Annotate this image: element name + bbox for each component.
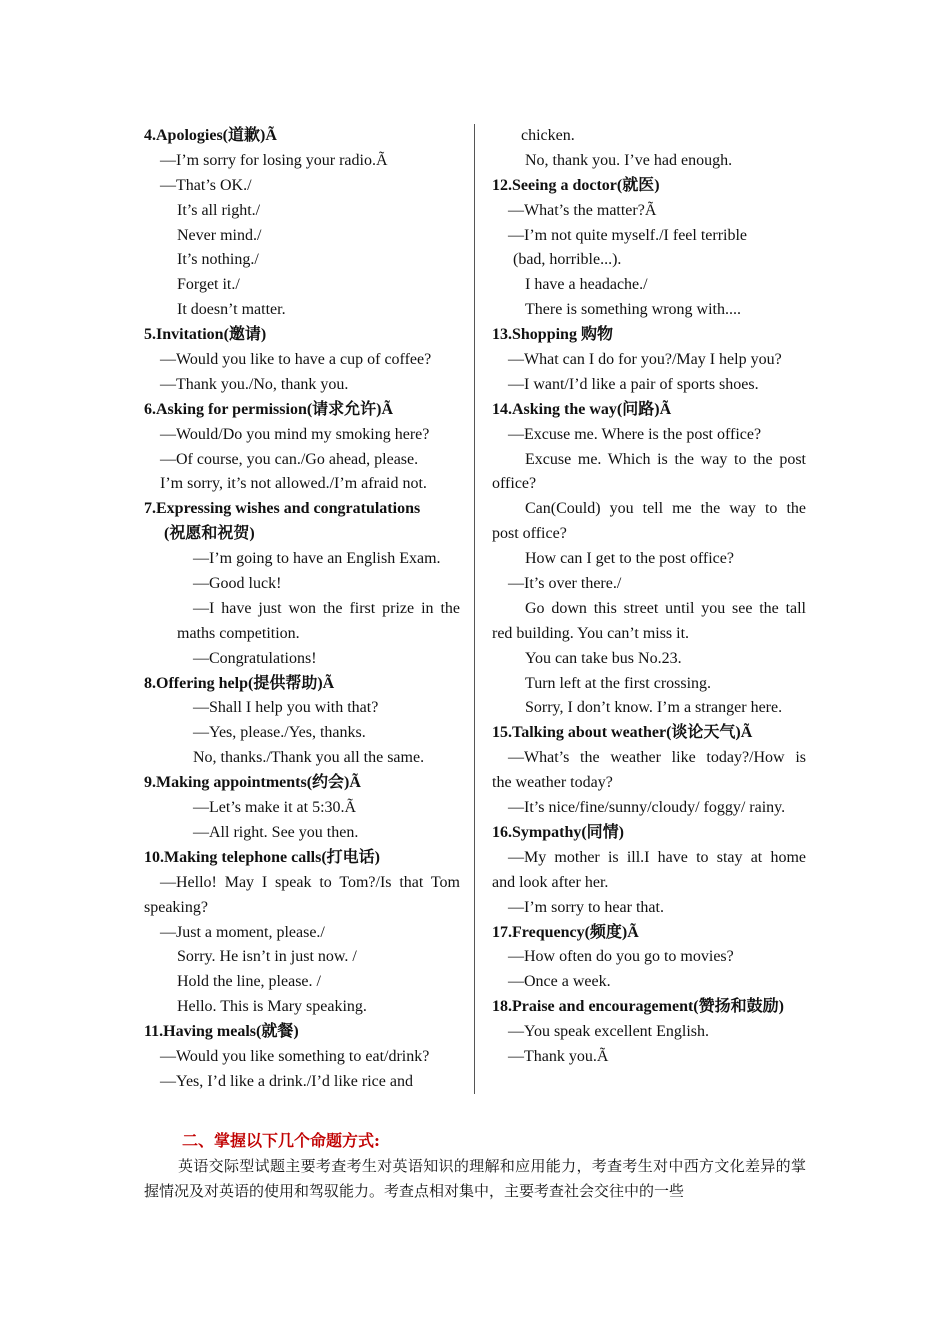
dialogue-line: —Just a moment, please./ xyxy=(160,923,325,941)
section-heading: (祝愿和祝贺) xyxy=(164,525,255,543)
dialogue-line: —Thank you./No, thank you. xyxy=(160,375,349,393)
dialogue-line: the weather today? xyxy=(492,774,613,792)
dialogue-line: —Shall I help you with that? xyxy=(193,699,379,717)
dialogue-line: —I’m not quite myself./I feel terrible xyxy=(508,226,748,244)
dialogue-line: —Would you like to have a cup of coffee? xyxy=(160,351,432,369)
dialogue-line: —Would you like something to eat/drink? xyxy=(160,1047,430,1065)
dialogue-line: Sorry, I don’t know. I’m a stranger here. xyxy=(525,699,783,717)
dialogue-line: Sorry. He isn’t in just now. / xyxy=(177,948,357,966)
section-heading: 12.Seeing a doctor(就医) xyxy=(492,176,660,194)
dialogue-line: It doesn’t matter. xyxy=(177,301,286,319)
dialogue-line: (bad, horrible...). xyxy=(513,251,622,269)
dialogue-line: —What can I do for you?/May I help you? xyxy=(508,351,782,369)
section-heading: 4.Apologies(道歉)Ã xyxy=(144,127,277,144)
dialogue-line: —Thank you.Ã xyxy=(508,1047,609,1065)
section-heading: 15.Talking about weather(谈论天气)Ã xyxy=(492,724,753,742)
dialogue-line: —What’s the weather like today?/How is xyxy=(508,749,806,767)
dialogue-line: —Congratulations! xyxy=(193,649,317,667)
dialogue-line: —I have just won the first prize in the xyxy=(193,599,460,617)
section-heading: 7.Expressing wishes and congratulations xyxy=(144,500,421,518)
section-heading: 17.Frequency(频度)Ã xyxy=(492,923,639,941)
dialogue-line: Hold the line, please. / xyxy=(177,973,321,991)
dialogue-line: There is something wrong with.... xyxy=(525,301,741,319)
dialogue-line: It’s nothing./ xyxy=(177,251,259,269)
dialogue-line: —Excuse me. Where is the post office? xyxy=(508,425,762,443)
dialogue-line: —How often do you go to movies? xyxy=(508,948,734,966)
dialogue-line: Can(Could) you tell me the way to the xyxy=(525,500,806,518)
dialogue-line: —All right. See you then. xyxy=(193,823,359,841)
section-heading: 10.Making telephone calls(打电话) xyxy=(144,848,380,866)
dialogue-line: Go down this street until you see the tall xyxy=(525,599,806,617)
section-heading: 14.Asking the way(问路)Ã xyxy=(492,400,672,418)
left-column xyxy=(144,124,460,1095)
right-column xyxy=(492,124,806,1070)
dialogue-line: and look after her. xyxy=(492,873,609,891)
dialogue-line: Turn left at the first crossing. xyxy=(525,674,712,692)
section-heading: 9.Making appointments(约会)Ã xyxy=(144,774,361,792)
section-heading: 18.Praise and encouragement(赞扬和鼓励) xyxy=(492,998,784,1016)
dialogue-line: —I’m going to have an English Exam. xyxy=(193,550,441,568)
dialogue-line: I’m sorry, it’s not allowed./I’m afraid not. xyxy=(160,475,427,493)
dialogue-line: —That’s OK./ xyxy=(160,176,252,194)
dialogue-line: chicken. xyxy=(521,127,575,144)
section-heading: 16.Sympathy(同情) xyxy=(492,823,625,841)
dialogue-line: —Yes, please./Yes, thanks. xyxy=(193,724,366,742)
dialogue-line: —Let’s make it at 5:30.Ã xyxy=(193,799,357,817)
section-heading: 11.Having meals(就餐) xyxy=(144,1023,299,1041)
dialogue-line: Forget it./ xyxy=(177,276,240,294)
dialogue-line: —What’s the matter?Ã xyxy=(508,201,657,219)
dialogue-line: —I’m sorry for losing your radio.Ã xyxy=(160,151,388,169)
dialogue-line: —It’s over there./ xyxy=(508,575,622,593)
section-title: 二、掌握以下几个命题方式: xyxy=(182,1131,380,1150)
column-divider xyxy=(474,124,475,1094)
dialogue-line: —Would/Do you mind my smoking here? xyxy=(160,425,430,443)
dialogue-line: office? xyxy=(492,475,537,493)
dialogue-line: It’s all right./ xyxy=(177,201,261,219)
section-paragraph: 英语交际型试题主要考查考生对英语知识的理解和应用能力，考查考生对中西方文化差异的掌握情况及对英语的使用和驾驭能力。考查点相对集中，主要考查社会交往中的一些 xyxy=(144,1157,806,1200)
dialogue-line: post office? xyxy=(492,525,567,543)
dialogue-line: —Hello! May I speak to Tom?/Is that Tom xyxy=(160,873,460,891)
dialogue-line: —It’s nice/fine/sunny/cloudy/ foggy/ rainy. xyxy=(508,799,786,817)
dialogue-line: —Of course, you can./Go ahead, please. xyxy=(160,450,419,468)
section-heading: 8.Offering help(提供帮助)Ã xyxy=(144,674,335,692)
dialogue-line: —You speak excellent English. xyxy=(508,1023,710,1041)
section-heading: 6.Asking for permission(请求允许)Ã xyxy=(144,400,394,418)
dialogue-line: —I’m sorry to hear that. xyxy=(508,898,664,916)
dialogue-line: —Yes, I’d like a drink./I’d like rice and xyxy=(160,1072,413,1090)
dialogue-line: speaking? xyxy=(144,898,208,916)
dialogue-line: How can I get to the post office? xyxy=(525,550,734,568)
dialogue-line: red building. You can’t miss it. xyxy=(492,624,690,642)
dialogue-line: No, thanks./Thank you all the same. xyxy=(193,749,425,767)
section-heading: 13.Shopping 购物 xyxy=(492,326,613,344)
dialogue-line: —My mother is ill.I have to stay at home xyxy=(508,848,806,866)
dialogue-line: No, thank you. I’ve had enough. xyxy=(525,151,733,169)
dialogue-line: Excuse me. Which is the way to the post xyxy=(525,450,806,468)
dialogue-line: Never mind./ xyxy=(177,226,262,244)
dialogue-line: —Once a week. xyxy=(508,973,611,991)
dialogue-line: You can take bus No.23. xyxy=(525,649,682,667)
dialogue-line: Hello. This is Mary speaking. xyxy=(177,998,367,1016)
section-heading: 5.Invitation(邀请) xyxy=(144,326,267,344)
dialogue-line: I have a headache./ xyxy=(525,276,648,294)
dialogue-line: —Good luck! xyxy=(193,575,282,593)
dialogue-line: —I want/I’d like a pair of sports shoes. xyxy=(508,375,759,393)
dialogue-line: maths competition. xyxy=(177,624,300,642)
